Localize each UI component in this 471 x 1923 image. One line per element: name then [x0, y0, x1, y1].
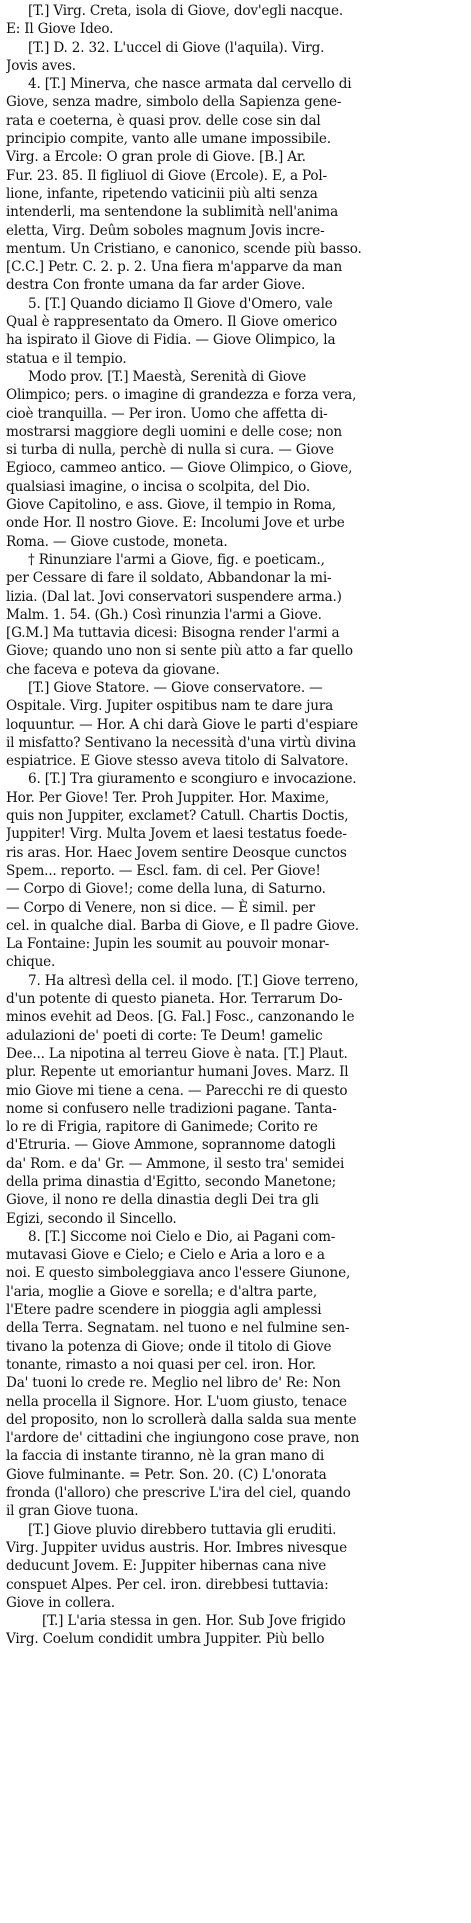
text-line: mostrarsi maggiore degli uomini e delle cose; non — [6, 423, 342, 440]
text-line: Spem... reporto. — Escl. fam. di cel. Per Giove! — [6, 862, 321, 879]
text-line: nella procella il Signore. Hor. L'uom giusto, tenace — [6, 1393, 347, 1410]
text-line: d'Etruria. — Giove Ammone, soprannome datogli — [6, 1137, 336, 1154]
text-line: La Fontaine: Jupin les soumit au pouvoir monar- — [6, 936, 330, 953]
text-line: lizia. (Dal lat. Jovi conservatori suspendere arma.) — [6, 588, 342, 605]
text-line: Hor. Per Giove! Ter. Proh Juppiter. Hor. Maxime, — [6, 789, 330, 806]
text-line: 7. Ha altresì della cel. il modo. [T.] Giove terreno, — [28, 972, 359, 989]
text-line: deducunt Jovem. E: Juppiter hibernas cana nive — [6, 1558, 327, 1575]
text-line: 6. [T.] Tra giuramento e scongiuro e invocazione. — [28, 771, 357, 788]
text-line: Da' tuoni lo crede re. Meglio nel libro de' Re: Non — [6, 1375, 341, 1392]
text-line: d'un potente di questo pianeta. Hor. Terrarum Do- — [6, 991, 343, 1008]
text-line: Malm. 1. 54. (Gh.) Così rinunzia l'armi a Giove. — [6, 606, 322, 623]
text-line: quis non Juppiter, exclamet? Catull. Chartis Doctis, — [6, 808, 349, 825]
text-line: Juppiter! Virg. Multa Jovem et laesi testatus foede- — [6, 826, 347, 843]
text-line: Giove, il nono re della dinastia degli Dei tra gli — [6, 1192, 319, 1209]
text-line: Giove; quando uno non si sente più atto a far quello — [6, 643, 353, 660]
text-line: tonante, rimasto a noi quasi per cel. iron. Hor. — [6, 1356, 316, 1373]
text-line: lo re di Frigia, rapitore di Ganimede; Corito re — [6, 1119, 318, 1136]
text-line: per Cessare di fare il soldato, Abbandonar la mi- — [6, 570, 332, 587]
text-line: adulazioni de' poeti di corte: Te Deum! gamelic — [6, 1027, 323, 1044]
text-line: Virg. a Ercole: O gran prole di Giove. [B.] Ar. — [6, 149, 306, 166]
text-line: mio Giove mi tiene a cena. — Parecchi re di questo — [6, 1082, 348, 1099]
text-line: noi. E questo simboleggiava anco l'essere Giunone, — [6, 1265, 351, 1282]
text-line: fronda (l'alloro) che prescrive L'ira del ciel, quando — [6, 1485, 351, 1502]
text-line: [T.] Virg. Creta, isola di Giove, dov'egli nacque. — [28, 3, 344, 19]
text-line: intenderli, ma sentendone la sublimità nell'anima — [6, 204, 338, 221]
text-line: da' Rom. e da' Gr. — Ammone, il sesto tra' semidei — [6, 1155, 345, 1172]
text-line: nome si confusero nelle tradizioni pagane. Tanta- — [6, 1100, 337, 1117]
text-line: Ospitale. Virg. Jupiter ospitibus nam te dare jura — [6, 698, 334, 715]
text-line: l'aria, moglie a Giove e sorella; e d'altra parte, — [6, 1283, 318, 1300]
text-line: della prima dinastia d'Egitto, secondo Manetone; — [6, 1174, 337, 1190]
dictionary-page — [6, 2, 465, 1649]
text-line: principio compite, vanto alle umane impossibile. — [6, 131, 331, 148]
text-line: mentum. Un Cristiano, e canonico, scende più basso. — [6, 240, 362, 257]
text-line: loquuntur. — Hor. A chi darà Giove le parti d'espiare — [6, 716, 359, 733]
text-line: si turba di nulla, perchè di nulla si cura. — Giove — [6, 442, 334, 459]
text-line: lione, infante, ripetendo vaticinii più alti senza — [6, 185, 318, 202]
text-line: Giove fulminante. = Petr. Son. 20. (C) L'onorata — [6, 1466, 327, 1483]
text-line: Qual è rappresentato da Omero. Il Giove omerico — [6, 314, 338, 331]
text-line: — Corpo di Venere, non si dice. — È simil. per — [6, 899, 315, 916]
text-line: mutavasi Giove e Cielo; e Cielo e Aria a loro e a — [6, 1247, 325, 1264]
text-line: l'ardore de' cittadini che ingiungono cose prave, non — [6, 1430, 360, 1447]
text-line: del proposito, non lo scrollerà dalla salda sua mente — [6, 1411, 357, 1428]
text-line: E: Il Giove Ideo. — [6, 21, 114, 38]
text-line: Fur. 23. 85. Il figliuol di Giove (Ercole). E, a Pol- — [6, 167, 327, 184]
text-line: [T.] Giove Statore. — Giove conservatore. — — [28, 679, 323, 696]
text-line: cioè tranquilla. — Per iron. Uomo che affetta di- — [6, 405, 328, 422]
text-line: il misfatto? Sentivano la necessità d'una virtù divina — [6, 734, 357, 751]
text-line: Giove in collera. — [6, 1594, 115, 1611]
text-line: che faceva e poteva da giovane. — [6, 661, 220, 678]
text-line: Virg. Juppiter uvidus austris. Hor. Imbres nivesque — [6, 1539, 347, 1556]
text-line: † Rinunziare l'armi a Giove, fig. e poeticam., — [28, 551, 325, 568]
text-line: Giove, senza madre, simbolo della Sapienza gene- — [6, 94, 342, 111]
text-line: cel. in qualche dial. Barba di Giove, e Il padre Giove. — [6, 917, 359, 934]
text-line: 4. [T.] Minerva, che nasce armata dal cervello di — [28, 76, 352, 93]
text-line: Modo prov. [T.] Maestà, Serenità di Giove — [28, 368, 307, 385]
text-line: eletta, Virg. Deûm soboles magnum Jovis incre- — [6, 222, 325, 239]
text-line: 8. [T.] Siccome noi Cielo e Dio, ai Pagani com- — [28, 1228, 336, 1245]
text-line: plur. Repente ut emoriantur humani Joves. Marz. Il — [6, 1064, 349, 1081]
text-line: l'Etere padre scendere in pioggia agli amplessi — [6, 1302, 322, 1319]
text-line: [T.] Giove pluvio direbbero tuttavia gli eruditi. — [28, 1521, 337, 1538]
text-line: 5. [T.] Quando diciamo Il Giove d'Omero, vale — [28, 295, 333, 312]
text-line: minos evehit ad Deos. [G. Fal.] Fosc., canzonando le — [6, 1009, 355, 1026]
text-line: destra Con fronte umana da far arder Giove. — [6, 277, 306, 294]
text-line: qualsiasi imagine, o incisa o scolpita, del Dio. — [6, 478, 310, 495]
text-line: della Terra. Segnatam. nel tuono e nel fulmine sen- — [6, 1320, 350, 1337]
text-line: onde Hor. Il nostro Giove. E: Incolumi Jove et urbe — [6, 515, 345, 532]
text-line: Roma. — Giove custode, moneta. — [6, 533, 228, 550]
text-line: [T.] D. 2. 32. L'uccel di Giove (l'aquila). Virg. — [28, 39, 325, 56]
text-line: ris aras. Hor. Haec Jovem sentire Deosque cunctos — [6, 844, 347, 861]
text-line: Dee... La nipotina al terreu Giove è nata. [T.] Plaut. — [6, 1045, 348, 1062]
text-line: rata e coeterna, è quasi prov. delle cose sin dal — [6, 112, 321, 129]
text-line: chique. — [6, 954, 56, 971]
text-line: — Corpo di Giove!; come della luna, di Saturno. — [6, 881, 326, 898]
text-line: statua e il tempio. — [6, 350, 127, 367]
text-line: tivano la potenza di Giove; onde il titolo di Giove — [6, 1338, 332, 1355]
text-line: [C.C.] Petr. C. 2. p. 2. Una fiera m'apparve da man — [6, 259, 343, 276]
text-line: conspuet Alpes. Per cel. iron. direbbesi tuttavia: — [6, 1576, 329, 1593]
text-line: Virg. Coelum condidit umbra Juppiter. Più bello — [6, 1631, 325, 1648]
text-line: espiatrice. E Giove stesso aveva titolo di Salvatore. — [6, 753, 349, 770]
text-line: Egioco, cammeo antico. — Giove Olimpico, o Giove, — [6, 460, 353, 477]
text-line: [G.M.] Ma tuttavia dicesi: Bisogna render l'armi a — [6, 625, 340, 642]
text-line: [T.] L'aria stessa in gen. Hor. Sub Jove frigido — [42, 1613, 346, 1630]
text-line: il gran Giove tuona. — [6, 1503, 139, 1520]
text-line: Jovis aves. — [6, 57, 76, 74]
text-line: Giove Capitolino, e ass. Giove, il tempio in Roma, — [6, 497, 336, 514]
text-line: la faccia di instante tiranno, nè la gran mano di — [6, 1448, 325, 1465]
text-line: Egizi, secondo il Sincello. — [6, 1210, 177, 1227]
text-line: ha ispirato il Giove di Fidia. — Giove Olimpico, la — [6, 332, 336, 349]
text-line: Olimpico; pers. o imagine di grandezza e forza vera, — [6, 387, 357, 404]
